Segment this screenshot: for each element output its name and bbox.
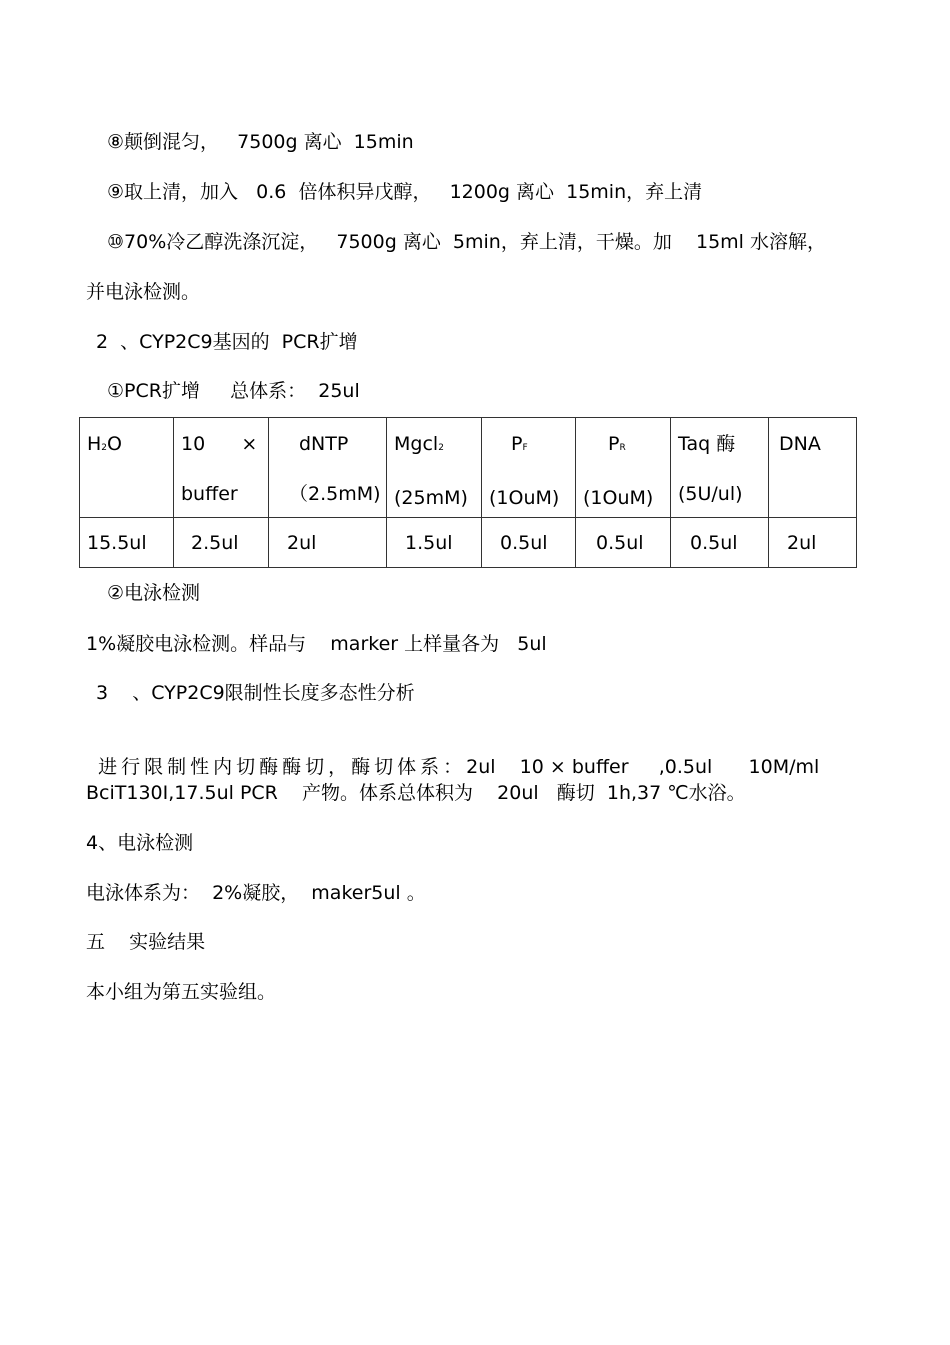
- table-header-cell: 10 × buffer: [174, 418, 269, 518]
- table-cell: 15.5ul: [80, 518, 174, 568]
- table-cell: 2ul: [769, 518, 857, 568]
- table-header-cell: dNTP （2.5mM): [269, 418, 387, 518]
- pcr-system-text: ①PCR扩增 总体系： 25ul: [107, 380, 360, 402]
- step8-text: ⑧颠倒混匀， 7500g 离心 15min: [107, 131, 414, 153]
- section2-title: 2 、CYP2C9基因的 PCR扩增: [96, 331, 358, 353]
- step10-text: ⑩70%冷乙醇洗涤沉淀， 7500g 离心 5min，弃上清，干燥。加 15ml 水溶解，: [107, 231, 826, 253]
- table-header-cell: Taq 酶 (5U/ul): [671, 418, 769, 518]
- table-cell: 0.5ul: [576, 518, 671, 568]
- table-cell: 2.5ul: [174, 518, 269, 568]
- gel-system-text: 电泳体系为： 2%凝胶， maker5ul 。: [86, 882, 426, 904]
- table-cell: 0.5ul: [671, 518, 769, 568]
- table-header-cell: PF (1OuM): [482, 418, 576, 518]
- step9-text: ⑨取上清，加入 0.6 倍体积异戊醇， 1200g 离心 15min，弃上清: [107, 181, 703, 203]
- table-header-cell: Mgcl2 (25mM): [387, 418, 482, 518]
- table-header-row: [80, 418, 857, 518]
- section4-title: 4、电泳检测: [86, 832, 194, 854]
- digestion-text-line1: 进行限制性内切酶酶切，酶切体系：2ul 10 × buffer ,0.5ul 10M/ml: [98, 756, 820, 778]
- section5-title: 五 实验结果: [86, 931, 206, 953]
- pcr-reagent-table: [79, 417, 857, 568]
- result-text: 本小组为第五实验组。: [86, 981, 277, 1003]
- table-cell: 2ul: [269, 518, 387, 568]
- table-cell: 1.5ul: [387, 518, 482, 568]
- table-header-cell: PR (1OuM): [576, 418, 671, 518]
- section3-title: 3 、CYP2C9限制性长度多态性分析: [96, 682, 415, 704]
- gel-detection-text: 1%凝胶电泳检测。样品与 marker 上样量各为 5ul: [86, 633, 547, 655]
- electrophoresis-step-text: ②电泳检测: [107, 582, 201, 604]
- table-cell: 0.5ul: [482, 518, 576, 568]
- digestion-text-line2: BciT130I,17.5ul PCR 产物。体系总体积为 20ul 酶切 1h,37 ℃水浴。: [86, 782, 746, 804]
- table-header-cell: H2O: [80, 418, 174, 518]
- step10-continued-text: 并电泳检测。: [86, 281, 201, 303]
- table-row: [80, 518, 857, 568]
- table-header-cell: DNA: [769, 418, 857, 518]
